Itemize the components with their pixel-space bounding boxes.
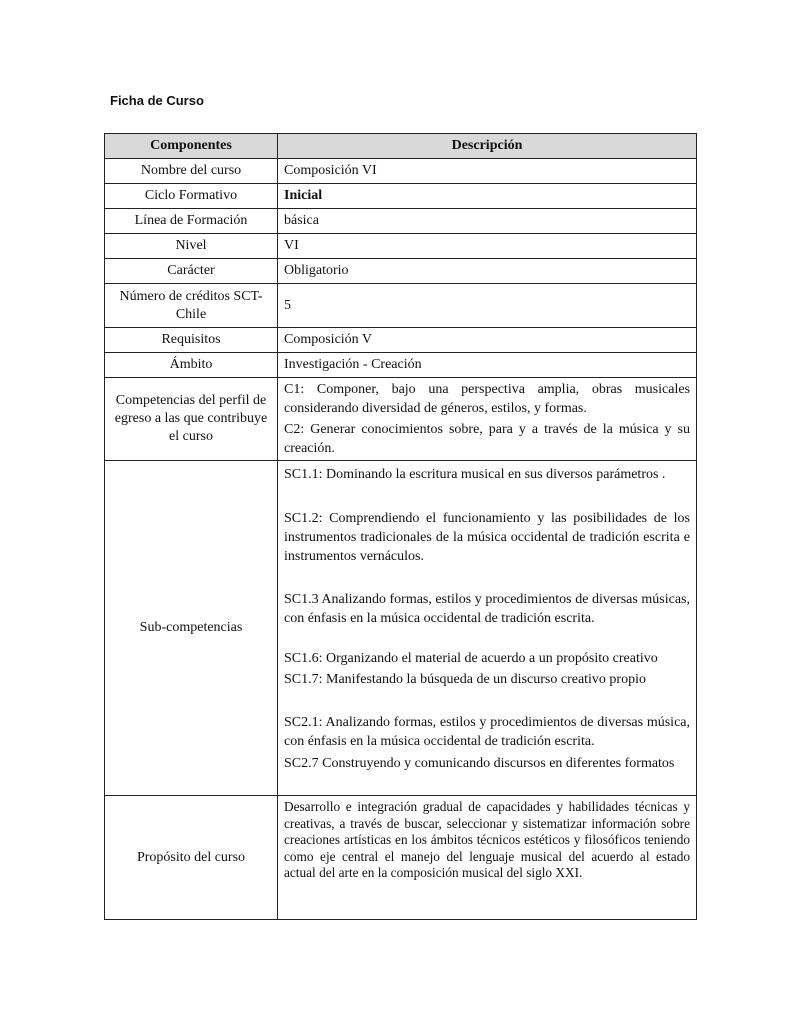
proposito-text: Desarrollo e integración gradual de capacidades y habilidades técnicas y creativas, a través de buscar, seleccionar y sistematizar información sobre creaciones artísticas en los ámbitos técnicos estéticos y filosóficos teniendo como eje central el manejo del lenguaje musical del acuerdo al estado actual del arte en la composición musical del siglo XXI. <box>278 796 697 920</box>
row-value: VI <box>278 234 697 259</box>
row-label: Nombre del curso <box>105 159 278 184</box>
header-description: Descripción <box>278 134 697 159</box>
table-row <box>105 353 697 378</box>
subcompetencia-item: SC2.7 Construyendo y comunicando discursos en diferentes formatos <box>284 756 675 771</box>
row-label: Carácter <box>105 259 278 284</box>
row-value: Obligatorio <box>278 259 697 284</box>
row-label: Nivel <box>105 234 278 259</box>
row-value: básica <box>278 209 697 234</box>
row-label: Requisitos <box>105 328 278 353</box>
subcompetencia-item: SC1.2: Comprendiendo el funcionamiento y las posibilidades de los instrumentos tradicionales de la música occidental de tradición escrita e instrumentos vernáculos. <box>284 511 690 564</box>
subcompetencia-item: SC2.1: Analizando formas, estilos y procedimientos de diversas música, con énfasis en la música occidental de tradición escrita. <box>284 715 690 749</box>
table-row <box>105 234 697 259</box>
row-label: Número de créditos SCT-Chile <box>105 284 278 328</box>
subcompetencias-cell <box>278 461 697 796</box>
table-row <box>105 259 697 284</box>
table-row <box>105 328 697 353</box>
competencias-label: Competencias del perfil de egreso a las que contribuye el curso <box>105 378 278 461</box>
competencias-cell <box>278 378 697 461</box>
proposito-row <box>105 796 697 920</box>
row-label: Ciclo Formativo <box>105 184 278 209</box>
subcompetencia-item: SC1.6: Organizando el material de acuerdo a un propósito creativo <box>284 651 658 666</box>
row-value: 5 <box>278 284 697 328</box>
table-header <box>105 134 697 159</box>
row-value: Composición VI <box>278 159 697 184</box>
subcompetencias-label: Sub-competencias <box>105 461 278 796</box>
subcompetencia-item: SC1.3 Analizando formas, estilos y procedimientos de diversas músicas, con énfasis en la música occidental de tradición escrita. <box>284 592 690 626</box>
row-value-cell <box>278 184 697 209</box>
row-value: Composición V <box>278 328 697 353</box>
competencia-item: C2: Generar conocimientos sobre, para y a través de la música y su creación. <box>284 422 690 456</box>
document-title: Ficha de Curso <box>110 93 204 108</box>
table-row <box>105 184 697 209</box>
row-value: Investigación - Creación <box>278 353 697 378</box>
row-value: Inicial <box>284 188 323 203</box>
table-row <box>105 159 697 184</box>
proposito-label: Propósito del curso <box>105 796 278 920</box>
subcompetencia-item: SC1.7: Manifestando la búsqueda de un discurso creativo propio <box>284 672 646 687</box>
course-table <box>104 133 697 920</box>
table-row <box>105 209 697 234</box>
header-components: Componentes <box>105 134 278 159</box>
competencias-row <box>105 378 697 461</box>
competencia-item: C1: Componer, bajo una perspectiva amplia, obras musicales considerando diversidad de géneros, estilos, y formas. <box>284 382 690 416</box>
subcompetencias-row <box>105 461 697 796</box>
row-label: Línea de Formación <box>105 209 278 234</box>
row-label: Ámbito <box>105 353 278 378</box>
table-row <box>105 284 697 328</box>
subcompetencia-item: SC1.1: Dominando la escritura musical en sus diversos parámetros . <box>284 467 666 482</box>
